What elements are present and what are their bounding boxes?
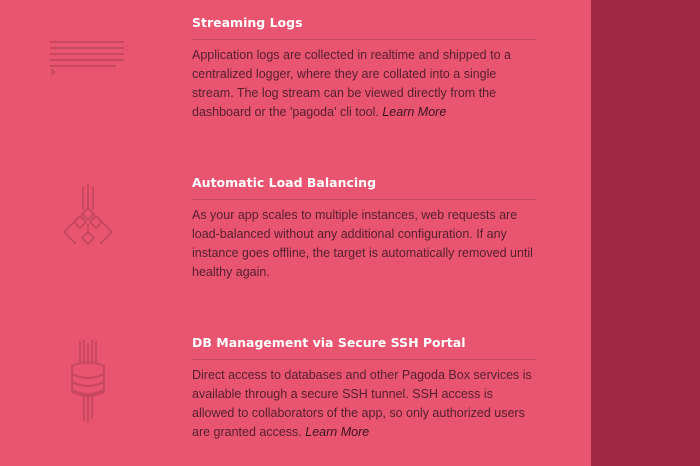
feature-title: Automatic Load Balancing xyxy=(192,175,377,190)
database-icon xyxy=(46,340,130,424)
feature-description: As your app scales to multiple instances, web requests are load-balanced without any additional configuration. If any instance goes offline, the target is automatically removed until healthy again. xyxy=(192,208,533,279)
learn-more-link[interactable]: Learn More xyxy=(305,425,370,439)
load-balancer-icon xyxy=(46,184,130,268)
feature-title: DB Management via Secure SSH Portal xyxy=(192,335,466,350)
learn-more-link[interactable]: Learn More xyxy=(382,105,447,119)
right-sidebar-band xyxy=(591,0,700,466)
description-text: Direct access to databases and other Pagoda Box services is available through a secure SSH tunnel. SSH access is allowed to collaborators of the app, so only authorized users are granted access. xyxy=(192,368,532,439)
title-divider xyxy=(192,359,536,360)
feature-description xyxy=(192,366,536,442)
log-lines-icon xyxy=(46,36,130,120)
title-divider xyxy=(192,199,536,200)
feature-title: Streaming Logs xyxy=(192,15,303,30)
title-divider xyxy=(192,39,536,40)
feature-description xyxy=(192,46,536,122)
description-text: Application logs are collected in realtime and shipped to a centralized logger, where they are collated into a single stream. The log stream can be viewed directly from the dashboard or the 'pagoda' cli tool. xyxy=(192,48,511,119)
